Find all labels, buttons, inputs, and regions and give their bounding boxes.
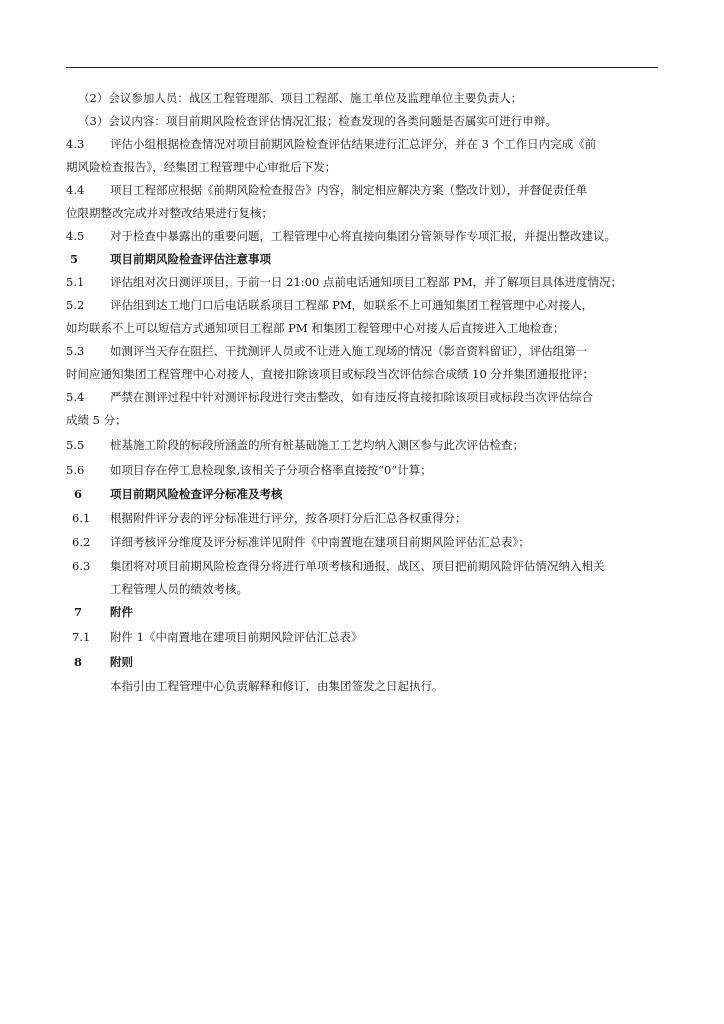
item-4-3-cont: 期风险检查报告》，经集团工程管理中心审批后下发； [66, 160, 337, 174]
item-number: 5.1 [66, 275, 85, 289]
item-text: 集团将对项目前期风险检查得分将进行单项考核和通报，战区、项目把前期风险评估情况纳入相关 [110, 559, 605, 573]
section-title: 附则 [110, 655, 133, 669]
item-number: 5.6 [66, 463, 85, 477]
item-text: 评估小组根据检查情况对项目前期风险检查评估结果进行汇总评分，并在 3 个工作日内完成《前 [110, 137, 597, 151]
item-text: 如测评当天存在阻拦、干扰测评人员或不让进入施工现场的情况（影音资料留证），评估组第一 [110, 344, 588, 358]
section-number: 8 [74, 655, 83, 669]
item-number: 5.4 [66, 390, 85, 404]
item-5-4-cont: 成绩 5 分； [66, 413, 127, 427]
meeting-attendees: （2）会议参加人员：战区工程管理部、项目工程部、施工单位及监理单位主要负责人； [78, 91, 523, 105]
item-number: 4.3 [66, 137, 85, 151]
item-number: 6.1 [72, 511, 91, 525]
item-text: 根据附件评分表的评分标准进行评分，按各项打分后汇总各权重得分； [110, 511, 467, 525]
item-text: 评估组对次日测评项目，于前一日 21:00 点前电话通知项目工程部 PM，并了解项目具体进度情况； [110, 275, 623, 289]
item-text: 评估组到达工地门口后电话联系项目工程部 PM，如联系不上可通知集团工程管理中心对接人， [110, 298, 594, 312]
section-title: 项目前期风险检查评估注意事项 [110, 252, 271, 266]
item-text: 如项目存在停工息检现象,该相关子分项合格率直接按“0”计算； [110, 463, 432, 477]
item-number: 6.2 [72, 535, 91, 549]
closing-statement: 本指引由工程管理中心负责解释和修订，由集团签发之日起执行。 [110, 679, 444, 693]
item-number: 6.3 [72, 559, 91, 573]
meeting-content: （3）会议内容：项目前期风险检查评估情况汇报；检查发现的各类问题是否属实可进行申辩。 [78, 114, 557, 128]
item-text: 项目工程部应根据《前期风险检查报告》内容，制定相应解决方案（整改计划），并督促责任单 [110, 183, 588, 197]
item-4-4-cont: 位限期整改完成并对整改结果进行复核； [66, 206, 273, 220]
item-number: 5.3 [66, 344, 85, 358]
section-number: 7 [74, 605, 83, 619]
item-number: 5.5 [66, 438, 85, 452]
item-6-3-cont: 工程管理人员的绩效考核。 [110, 582, 248, 596]
section-title: 项目前期风险检查评分标准及考核 [110, 487, 283, 501]
item-number: 4.5 [66, 229, 85, 243]
item-number: 5.2 [66, 298, 85, 312]
item-5-3-cont: 时间应通知集团工程管理中心对接人，直接扣除该项目或标段当次评估综合成绩 10 分并集团通报批评； [66, 367, 594, 381]
item-text: 桩基施工阶段的标段所涵盖的所有桩基础施工工艺均纳入测区参与此次评估检查； [110, 438, 524, 452]
item-5-2-cont: 如均联系不上可以短信方式通知项目工程部 PM 和集团工程管理中心对接人后直接进入工地检查； [66, 321, 565, 335]
item-text: 附件 1《中南置地在建项目前期风险评估汇总表》 [110, 630, 363, 644]
item-text: 对于检查中暴露出的重要问题，工程管理中心将直接向集团分管领导作专项汇报，并提出整改建议。 [110, 229, 616, 243]
section-number: 5 [70, 252, 79, 266]
item-text: 严禁在测评过程中针对测评标段进行突击整改，如有违反将直接扣除该项目或标段当次评估综合 [110, 390, 593, 404]
header-rule [66, 67, 658, 68]
section-title: 附件 [110, 605, 133, 619]
item-number: 4.4 [66, 183, 85, 197]
section-number: 6 [74, 487, 83, 501]
item-text: 详细考核评分维度及评分标准详见附件《中南置地在建项目前期风险评估汇总表》； [110, 535, 530, 549]
item-number: 7.1 [72, 630, 91, 644]
